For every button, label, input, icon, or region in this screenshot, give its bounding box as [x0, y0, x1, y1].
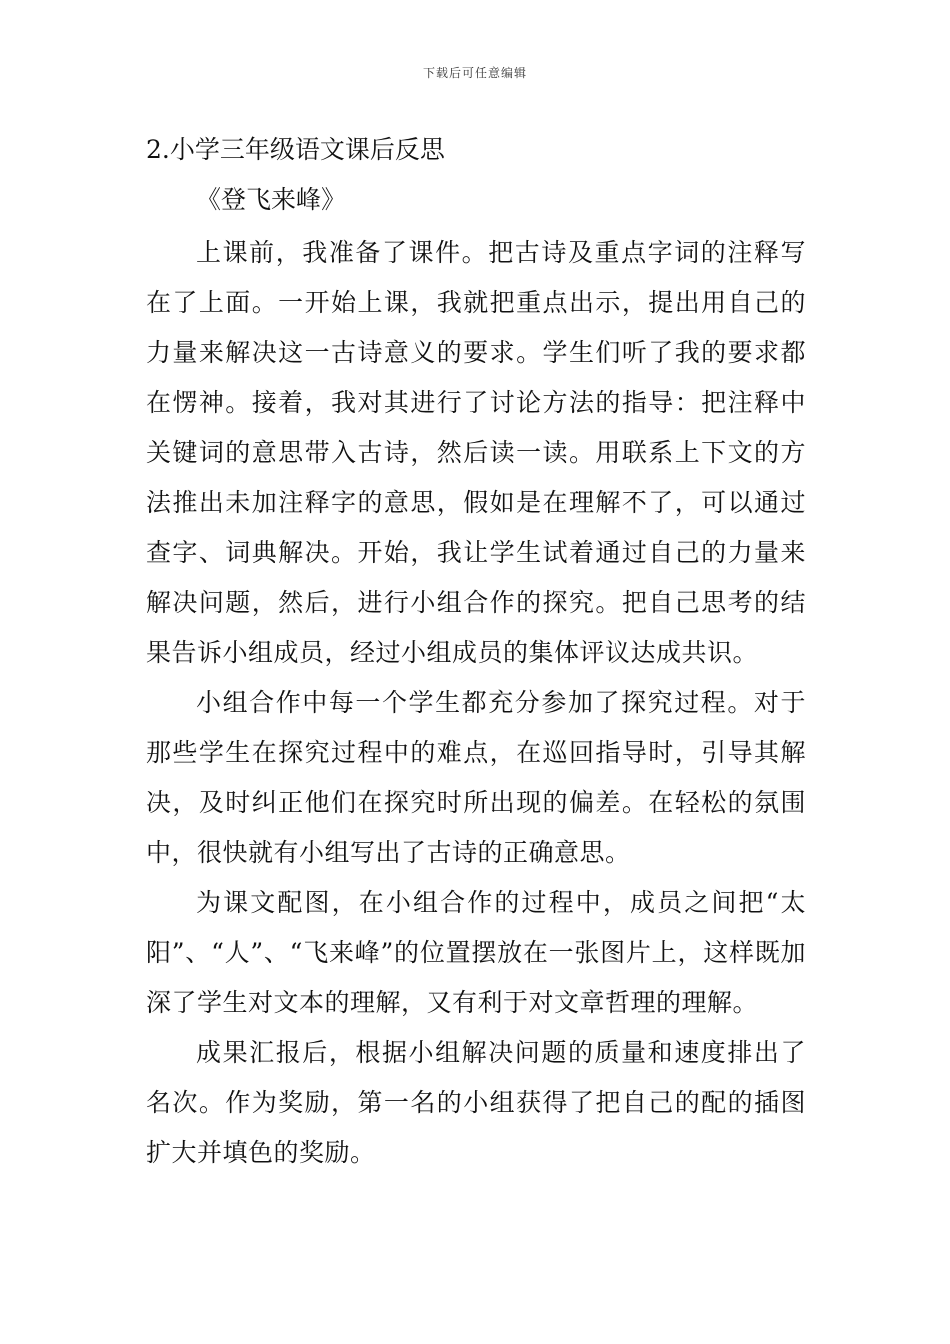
document-subtitle: 《登飞来峰》 [196, 185, 347, 214]
paragraph-1: 上课前，我准备了课件。把古诗及重点字词的注释写在了上面。一开始上课，我就把重点出示，提出用自己的力量来解决这一古诗意义的要求。学生们听了我的要求都在愣神。接着，我对其进行了讨论方法的指导：把注释中关键词的意思带入古诗，然后读一读。用联系上下文的方法推出未加注释字的意思，假如是在理解不了，可以通过查字、词典解决。开始，我让学生试着通过自己的力量来解决问题，然后，进行小组合作的探究。把自己思考的结果告诉小组成员，经过小组成员的集体评议达成共识。 [146, 238, 806, 667]
paragraph-4: 成果汇报后，根据小组解决问题的质量和速度排出了名次。作为奖励，第一名的小组获得了把自己的配的插图扩大并填色的奖励。 [146, 1038, 806, 1167]
paragraph-3: 为课文配图，在小组合作的过程中，成员之间把“太阳”、“人”、“飞来峰”的位置摆放在一张图片上，这样既加深了学生对文本的理解，又有利于对文章哲理的理解。 [146, 888, 806, 1017]
page-header: 下载后可任意编辑 [422, 66, 527, 80]
paragraph-2: 小组合作中每一个学生都充分参加了探究过程。对于那些学生在探究过程中的难点，在巡回指导时，引导其解决，及时纠正他们在探究时所出现的偏差。在轻松的氛围中，很快就有小组写出了古诗的正确意思。 [146, 688, 806, 867]
document-body [146, 128, 806, 1178]
document-title: 2.小学三年级语文课后反思 [146, 135, 445, 164]
